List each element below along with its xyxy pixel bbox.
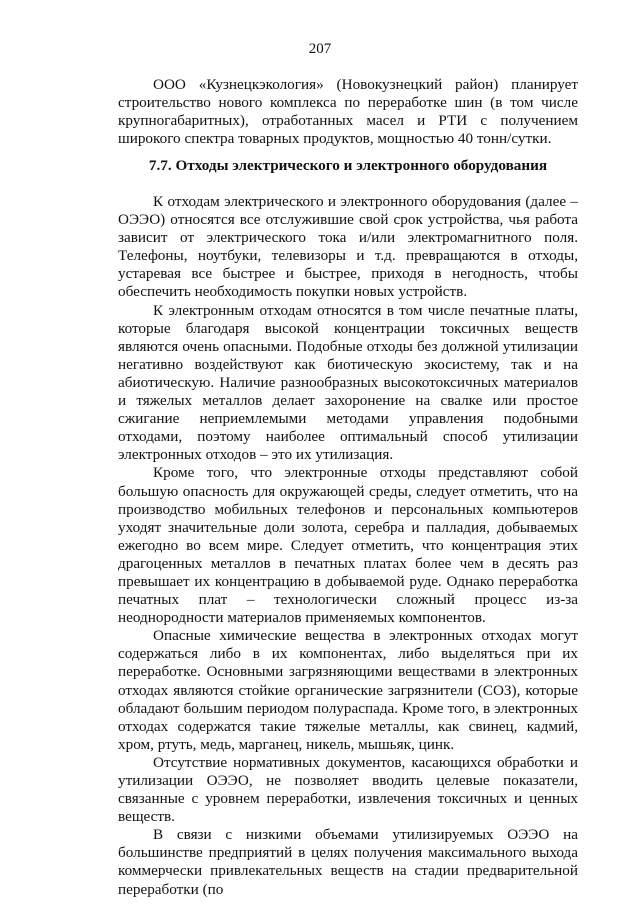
section-heading: 7.7. Отходы электрического и электронного оборудования (148, 157, 548, 174)
body-paragraph: К отходам электрического и электронного оборудования (далее – ОЭЭО) относятся все отслужившие свой срок устройства, чья работа зависит от электрического тока и/или электромагнитного поля. Телефоны, ноутбуки, телевизоры и т.д. превращаются в отходы, устаревая все быстрее и быстрее, приходя в негодность, чтобы обеспечить необходимость покупки новых устройств. (118, 193, 578, 301)
intro-block (118, 76, 578, 148)
body-paragraph: В связи с низкими объемами утилизируемых ОЭЭО на большинстве предприятий в целях получения максимального выхода коммерчески привлекательных веществ на стадии предварительной переработки (по (118, 826, 578, 898)
body-paragraph: Кроме того, что электронные отходы представляют собой большую опасность для окружающей среды, следует отметить, что на производство мобильных телефонов и персональных компьютеров уходят значительные доли золота, серебра и палладия, добываемых ежегодно во всем мире. Следует отметить, что концентрация этих драгоценных металлов в печатных платах более чем в десять раз превышает их концентрацию в добываемой руде. Однако переработка печатных плат – технологически сложный процесс из-за неоднородности материалов применяемых компонентов. (118, 464, 578, 627)
page-number: 207 (308, 41, 332, 57)
intro-paragraph: ООО «Кузнецкэкология» (Новокузнецкий район) планирует строительство нового комплекса по переработке шин (в том числе крупногабаритных), отработанных масел и РТИ с получением широкого спектра товарных продуктов, мощностью 40 тонн/сутки. (118, 76, 578, 148)
section-body (118, 193, 578, 899)
body-paragraph: Отсутствие нормативных документов, касающихся обработки и утилизации ОЭЭО, не позволяет вводить целевые показатели, связанные с уровнем переработки, извлечения токсичных и ценных веществ. (118, 753, 578, 826)
body-paragraph: Опасные химические вещества в электронных отходах могут содержаться либо в их компонентах, либо выделяться при их переработке. Основными загрязняющими веществами в электронных отходах являются стойкие органические загрязнители (СОЗ), которые обладают большим периодом полураспада. Кроме того, в электронных отходах содержатся такие тяжелые металлы, как свинец, кадмий, хром, ртуть, медь, марганец, никель, мышьяк, цинк. (118, 627, 578, 753)
body-paragraph: К электронным отходам относятся в том числе печатные платы, которые благодаря высокой концентрации токсичных веществ являются очень опасными. Подобные отходы без должной утилизации негативно воздействуют как биотическую экосистему, так и на абиотическую. Наличие разнообразных высокотоксичных материалов и тяжелых металлов делает захоронение на свалке или простое сжигание неприемлемыми методами управления подобными отходами, поэтому наиболее оптимальный способ утилизации электронных отходов – это их утилизация. (118, 301, 578, 464)
